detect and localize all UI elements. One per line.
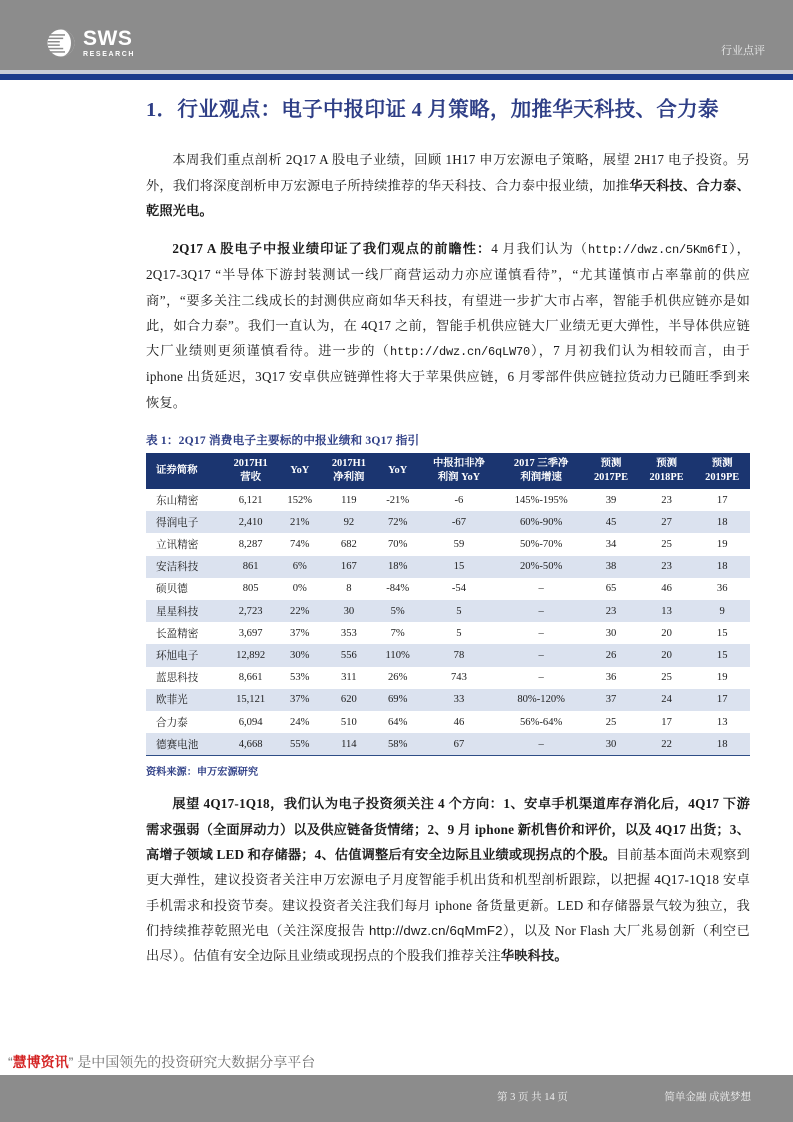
table-cell: – bbox=[538, 650, 544, 662]
table-row bbox=[146, 556, 750, 578]
table-cell: 74% bbox=[290, 539, 310, 551]
table-cell-security-name: 蓝思科技 bbox=[156, 673, 199, 685]
table-cell: 311 bbox=[341, 672, 357, 684]
paragraph-2-text-a: 4 月我们认为（ bbox=[491, 241, 589, 257]
table-cell: -84% bbox=[386, 583, 410, 595]
table-cell: 67 bbox=[419, 733, 499, 756]
table-cell: 45 bbox=[605, 516, 617, 528]
table-row bbox=[146, 511, 750, 533]
table-cell: 25 bbox=[661, 539, 672, 551]
table-cell: 26% bbox=[387, 672, 408, 684]
col-header-profit-yoy-l1: YoY bbox=[388, 465, 408, 477]
table-cell: 556 bbox=[340, 650, 357, 662]
paragraph-1 bbox=[146, 147, 750, 223]
table-cell: 6,121 bbox=[238, 494, 263, 506]
table-cell: 145%-195% bbox=[514, 494, 568, 506]
table-cell: 15,121 bbox=[236, 694, 266, 706]
col-header-security-name-l1: 证券简称 bbox=[156, 465, 198, 477]
paragraph-2-lead: 2Q17 A 股电子中报业绩印证了我们观点的前瞻性： bbox=[172, 241, 492, 257]
table-cell: -67 bbox=[451, 516, 466, 528]
table-cell-security-name: 立讯精密 bbox=[156, 540, 199, 552]
col-header-revenue-yoy-l1: YoY bbox=[290, 465, 310, 477]
table-block bbox=[146, 432, 750, 778]
col-header-pe-2017-l2: 2017PE bbox=[593, 472, 629, 484]
paragraph-3-text-a: 目前基本面尚未观察到更大弹性，建议投资者关注申万宏源电子月度智能手机出货和机型剖析跟踪，以把握 4Q17-1Q18 安卓手机需求和投资节奏。建议投资者关注我们每月 iphone 备货量更新。LED 和存储器景气较为独立，我们持续推荐乾照光电（关注深度报告 bbox=[146, 847, 750, 939]
table-cell: 36 bbox=[605, 672, 617, 684]
table-cell: 37% bbox=[290, 694, 310, 706]
table-cell: 30 bbox=[583, 733, 639, 756]
table-cell: 6% bbox=[292, 561, 307, 573]
table-cell-security-name: 安洁科技 bbox=[156, 562, 199, 574]
table-header-row bbox=[146, 453, 750, 489]
table-cell: 110% bbox=[385, 650, 410, 662]
col-header-h1-net-profit-l2: 净利润 bbox=[333, 472, 365, 484]
table-cell: 59 bbox=[453, 539, 465, 551]
col-header-h1-net-profit-l1: 2017H1 bbox=[331, 458, 366, 470]
table-cell: 167 bbox=[340, 561, 357, 573]
table-cell: 55% bbox=[278, 733, 321, 756]
table-cell: 80%-120% bbox=[517, 694, 565, 706]
table-header-row-group bbox=[146, 453, 750, 489]
document-body bbox=[146, 80, 750, 969]
col-header-q3-growth-l2: 利润增速 bbox=[520, 472, 562, 484]
table-cell: 37 bbox=[605, 694, 617, 706]
paragraph-3-lead: 展望 4Q17-1Q18，我们认为电子投资须关注 4 个方向：1、安卓手机渠道库存消化后，4Q17 下游需求强弱（全面屏动力）以及供应链备货情绪；2、9 月 iphone 新机售价和评价，以及 4Q17 出货；3、高增子领域 LED 和存储器；4、估值调整后有安全边际且业绩或现拐点的个股。 bbox=[146, 796, 750, 863]
table-cell: 18% bbox=[387, 561, 408, 573]
table-cell: 17 bbox=[716, 494, 728, 506]
sws-logo-icon bbox=[46, 28, 76, 58]
table-cell-security-name: 德赛电池 bbox=[146, 733, 223, 756]
reference-link-3[interactable]: http://dwz.cn/6qMmF2 bbox=[368, 923, 503, 939]
table-cell: 17 bbox=[661, 716, 672, 728]
paragraph-3-text-b: ），以及 Nor Flash 大厂兆易创新（利空已出尽）。估值有安全边际且业绩或现拐点的个股我们推荐关注 bbox=[146, 923, 750, 964]
watermark-quote-open: “ bbox=[8, 1054, 13, 1070]
table-cell: 15 bbox=[716, 650, 728, 662]
table-row bbox=[146, 600, 750, 622]
table-cell: 64% bbox=[387, 716, 408, 728]
table-cell: 19 bbox=[716, 672, 728, 684]
page-title: 1．行业观点：电子中报印证 4 月策略，加推华天科技、合力泰 bbox=[146, 99, 719, 121]
table-cell: 38 bbox=[605, 561, 617, 573]
table-cell: – bbox=[538, 627, 544, 639]
table-cell: 13 bbox=[716, 716, 728, 728]
col-header-h1-net-profit bbox=[321, 453, 377, 489]
table-caption: 表 1：2Q17 消费电子主要标的中报业绩和 3Q17 指引 bbox=[146, 434, 420, 448]
watermark-quote-close: ” bbox=[68, 1054, 74, 1070]
col-header-pe-2017-l1: 预测 bbox=[600, 458, 622, 470]
document-type-label: 行业点评 bbox=[721, 45, 765, 57]
table-cell: 25 bbox=[661, 672, 672, 684]
table-row bbox=[146, 667, 750, 689]
table-cell: 5 bbox=[456, 605, 462, 617]
table-cell: 15 bbox=[453, 561, 465, 573]
table-cell: 69% bbox=[387, 694, 408, 706]
table-cell: 18 bbox=[694, 733, 750, 756]
table-cell: 30% bbox=[290, 650, 310, 662]
table-cell-security-name: 东山精密 bbox=[156, 495, 199, 507]
table-cell: 33 bbox=[453, 694, 465, 706]
table-cell: 30 bbox=[343, 605, 355, 617]
table-cell: 30 bbox=[605, 627, 617, 639]
sws-research-logo bbox=[46, 28, 135, 58]
table-cell: 682 bbox=[340, 539, 357, 551]
table-cell: 152% bbox=[287, 494, 313, 506]
table-cell: 114 bbox=[321, 733, 377, 756]
watermark-brand: 慧博资讯 bbox=[12, 1054, 69, 1070]
table-cell: 13 bbox=[661, 605, 672, 617]
table-cell: 8,661 bbox=[238, 672, 263, 684]
table-cell: 60%-90% bbox=[519, 516, 563, 528]
table-cell: 20%-50% bbox=[519, 561, 563, 573]
table-cell: 17 bbox=[716, 694, 728, 706]
table-cell-security-name: 硕贝德 bbox=[156, 584, 188, 596]
table-cell: – bbox=[499, 733, 583, 756]
table-row bbox=[146, 533, 750, 555]
col-header-nonrecurring-yoy bbox=[419, 453, 499, 489]
table-cell: 37% bbox=[290, 627, 310, 639]
table-row bbox=[146, 622, 750, 644]
table-cell: 72% bbox=[387, 516, 408, 528]
col-header-q3-growth bbox=[499, 453, 583, 489]
logo-wordmark bbox=[83, 28, 135, 58]
table-cell: 15 bbox=[716, 627, 728, 639]
table-cell-security-name: 合力泰 bbox=[156, 717, 188, 729]
table-row bbox=[146, 489, 750, 511]
table-cell: 2,723 bbox=[238, 605, 263, 617]
table-cell: 58% bbox=[377, 733, 419, 756]
table-cell: 25 bbox=[605, 716, 617, 728]
table-cell: – bbox=[538, 672, 544, 684]
table-cell: 24% bbox=[290, 716, 310, 728]
col-header-nonrecurring-yoy-l1: 中报扣非净 bbox=[432, 458, 485, 470]
table-cell: 23 bbox=[661, 494, 672, 506]
col-header-pe-2017 bbox=[583, 453, 639, 489]
table-cell-security-name: 长盈精密 bbox=[156, 628, 199, 640]
table-cell: 18 bbox=[716, 561, 728, 573]
table-cell: 23 bbox=[661, 561, 672, 573]
table-cell: 9 bbox=[719, 605, 725, 617]
paragraph-2-text-c: ），7 月初我们认为相较而言，由于 iphone 出货延迟，3Q17 安卓供应链弹性将大于苹果供应链，6 月零部件供应链拉货动力已随旺季到来恢复。 bbox=[146, 343, 750, 410]
table-cell: 26 bbox=[605, 650, 617, 662]
col-header-pe-2019 bbox=[694, 453, 750, 489]
table-cell: 46 bbox=[661, 583, 672, 595]
table-cell: 620 bbox=[340, 694, 357, 706]
col-header-q3-growth-l1: 2017 三季净 bbox=[513, 458, 569, 470]
table-cell: 22 bbox=[639, 733, 695, 756]
table-cell: 18 bbox=[716, 516, 728, 528]
table-cell: 8 bbox=[346, 583, 352, 595]
table-cell: 50%-70% bbox=[519, 539, 563, 551]
table-cell: 19 bbox=[716, 539, 728, 551]
table-cell-security-name: 星星科技 bbox=[156, 606, 199, 618]
table-source: 资料来源：申万宏源研究 bbox=[146, 767, 259, 779]
footer-slogan: 简单金融 成就梦想 bbox=[664, 1092, 751, 1103]
col-header-h1-revenue-l2: 营收 bbox=[240, 472, 262, 484]
table-cell: – bbox=[538, 605, 544, 617]
table-body bbox=[146, 489, 750, 756]
table-cell: 7% bbox=[390, 627, 405, 639]
table-row bbox=[146, 644, 750, 666]
table-cell: 65 bbox=[605, 583, 617, 595]
paragraph-2 bbox=[146, 236, 750, 415]
table-cell: 36 bbox=[716, 583, 728, 595]
table-cell: 20 bbox=[661, 650, 672, 662]
table-cell: 46 bbox=[453, 716, 465, 728]
table-row bbox=[146, 711, 750, 733]
col-header-nonrecurring-yoy-l2: 利润 YoY bbox=[437, 472, 481, 484]
paragraph-3 bbox=[146, 791, 750, 968]
table-cell: 70% bbox=[387, 539, 408, 551]
table-cell: 21% bbox=[290, 516, 310, 528]
table-cell-security-name: 欧菲光 bbox=[156, 695, 188, 707]
table-cell: 353 bbox=[340, 627, 357, 639]
logo-sub-text: RESEARCH bbox=[83, 51, 136, 58]
table-cell: 0% bbox=[292, 583, 307, 595]
col-header-security-name bbox=[146, 453, 223, 489]
watermark-tagline-text: 是中国领先的投资研究大数据分享平台 bbox=[77, 1054, 316, 1070]
table-cell: 23 bbox=[605, 605, 617, 617]
paragraph-1-text: 本周我们重点剖析 2Q17 A 股电子业绩，回顾 1H17 申万宏源电子策略，展望 2H17 电子投资。另外，我们将深度剖析申万宏源电子所持续推荐的华天科技、合力泰中报业绩，加推 bbox=[146, 152, 750, 193]
paragraph-2-text-b: ），2Q17-3Q17 “半导体下游封装测试一线厂商营运动力亦应谨慎看待”，“尤其谨慎市占率靠前的供应商”，“要多关注二线成长的封测供应商如华天科技，有望进一步扩大市占率，智能手机供应链亦是如此，如合力泰”。我们一直认为，在 4Q17 之前，智能手机供应链大厂业绩无更大弹性，半导体供应链大厂业绩则更须谨慎看待。进一步的（ bbox=[146, 241, 750, 359]
table-cell: 27 bbox=[661, 516, 672, 528]
table-cell: 6,094 bbox=[238, 716, 263, 728]
table-cell: 24 bbox=[661, 694, 672, 706]
col-header-pe-2018-l2: 2018PE bbox=[649, 472, 684, 484]
table-cell: 39 bbox=[605, 494, 617, 506]
table-row bbox=[146, 578, 750, 600]
paragraph-1-emphasis: 华天科技、合力泰、乾照光电。 bbox=[146, 177, 750, 218]
reference-link-1[interactable]: http://dwz.cn/5Km6fI bbox=[588, 243, 729, 258]
table-cell: 861 bbox=[242, 561, 259, 573]
table-cell: 3,697 bbox=[238, 627, 263, 639]
page-number: 第 3 页 共 14 页 bbox=[497, 1092, 568, 1103]
table-row bbox=[146, 689, 750, 711]
table-cell: 78 bbox=[453, 650, 465, 662]
table-cell: 22% bbox=[290, 605, 310, 617]
col-header-profit-yoy bbox=[377, 453, 419, 489]
table-cell: -54 bbox=[451, 583, 466, 595]
table-cell: 56%-64% bbox=[519, 716, 563, 728]
col-header-pe-2018 bbox=[639, 453, 695, 489]
table-cell: 12,892 bbox=[236, 650, 266, 662]
table-cell: 4,668 bbox=[223, 733, 279, 756]
table-cell: 34 bbox=[605, 539, 617, 551]
col-header-pe-2018-l1: 预测 bbox=[656, 458, 677, 470]
reference-link-2[interactable]: http://dwz.cn/6qLW70 bbox=[390, 345, 531, 360]
table-cell: 8,287 bbox=[238, 539, 263, 551]
table-cell: 53% bbox=[290, 672, 310, 684]
logo-main-text: SWS bbox=[83, 27, 133, 50]
table-cell: 5 bbox=[456, 627, 462, 639]
table-cell: 2,410 bbox=[238, 516, 263, 528]
col-header-h1-revenue-l1: 2017H1 bbox=[233, 458, 268, 470]
table-cell: 119 bbox=[341, 494, 357, 506]
table-cell: 743 bbox=[451, 672, 467, 684]
col-header-pe-2019-l2: 2019PE bbox=[705, 472, 740, 484]
table-cell: 20 bbox=[661, 627, 672, 639]
col-header-pe-2019-l1: 预测 bbox=[711, 458, 733, 470]
table-cell-security-name: 得润电子 bbox=[156, 517, 199, 529]
table-cell-security-name: 环旭电子 bbox=[156, 651, 199, 663]
table-cell: 805 bbox=[242, 583, 259, 595]
table-cell: -6 bbox=[454, 494, 464, 506]
col-header-h1-revenue bbox=[223, 453, 279, 489]
paragraph-3-emphasis: 华映科技。 bbox=[500, 948, 568, 964]
table-row bbox=[146, 733, 750, 756]
col-header-revenue-yoy bbox=[278, 453, 321, 489]
watermark-tagline bbox=[8, 1052, 315, 1072]
table-cell: 5% bbox=[390, 605, 405, 617]
table-cell: 510 bbox=[340, 716, 357, 728]
table-cell: -21% bbox=[386, 494, 410, 506]
table-cell: 92 bbox=[343, 516, 355, 528]
performance-table bbox=[146, 453, 750, 756]
table-cell: – bbox=[538, 583, 544, 595]
